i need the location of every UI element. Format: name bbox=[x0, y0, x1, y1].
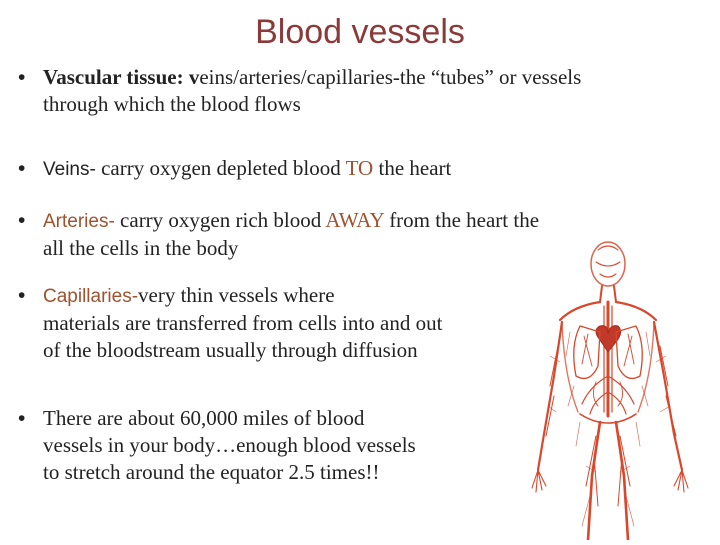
arteries-text-pre: carry oxygen rich blood bbox=[114, 208, 326, 232]
circulatory-system-icon bbox=[520, 236, 700, 540]
veins-highlight: TO bbox=[345, 156, 374, 180]
vascular-text-line2: through which the blood flows bbox=[43, 92, 301, 116]
capillaries-text-line1: very thin vessels where bbox=[138, 283, 335, 307]
bullet-content bbox=[43, 155, 678, 183]
bullet-dot: • bbox=[18, 209, 26, 232]
bullet-fact bbox=[18, 405, 518, 486]
bullet-veins bbox=[18, 155, 678, 183]
bullet-dot: • bbox=[18, 284, 26, 307]
term-veins: Veins- bbox=[43, 159, 96, 180]
fact-text-line3: to stretch around the equator 2.5 times!! bbox=[43, 460, 380, 484]
veins-text-post: the heart bbox=[373, 156, 452, 180]
bullet-dot: • bbox=[18, 157, 26, 180]
arteries-text-line2: all the cells in the body bbox=[43, 236, 239, 260]
arteries-text-post: from the heart the bbox=[383, 208, 540, 232]
fact-text-line1: There are about 60,000 miles of blood bbox=[43, 406, 365, 430]
term-vascular-tissue: Vascular tissue: bbox=[43, 65, 184, 89]
bullet-content bbox=[43, 282, 518, 364]
slide-title: Blood vessels bbox=[255, 13, 465, 51]
term-capillaries: Capillaries- bbox=[43, 286, 139, 307]
circulatory-system-figure bbox=[520, 236, 700, 540]
term-arteries: Arteries- bbox=[43, 211, 115, 232]
bullet-dot: • bbox=[18, 66, 26, 89]
vascular-text: eins/arteries/capillaries-the “tubes” or vessels bbox=[199, 65, 582, 89]
bullet-content bbox=[43, 64, 678, 118]
capillaries-text-line3: of the bloodstream usually through diffusion bbox=[43, 338, 418, 362]
capillaries-text-line2: materials are transferred from cells into and out bbox=[43, 311, 443, 335]
veins-text-pre: carry oxygen depleted blood bbox=[95, 156, 346, 180]
arteries-highlight: AWAY bbox=[325, 208, 384, 232]
term-first-letter: v bbox=[188, 65, 200, 89]
bullet-content bbox=[43, 405, 518, 486]
bullet-vascular-tissue bbox=[18, 64, 678, 118]
fact-text-line2: vessels in your body…enough blood vessels bbox=[43, 433, 416, 457]
bullet-dot: • bbox=[18, 407, 26, 430]
bullet-capillaries bbox=[18, 282, 518, 364]
